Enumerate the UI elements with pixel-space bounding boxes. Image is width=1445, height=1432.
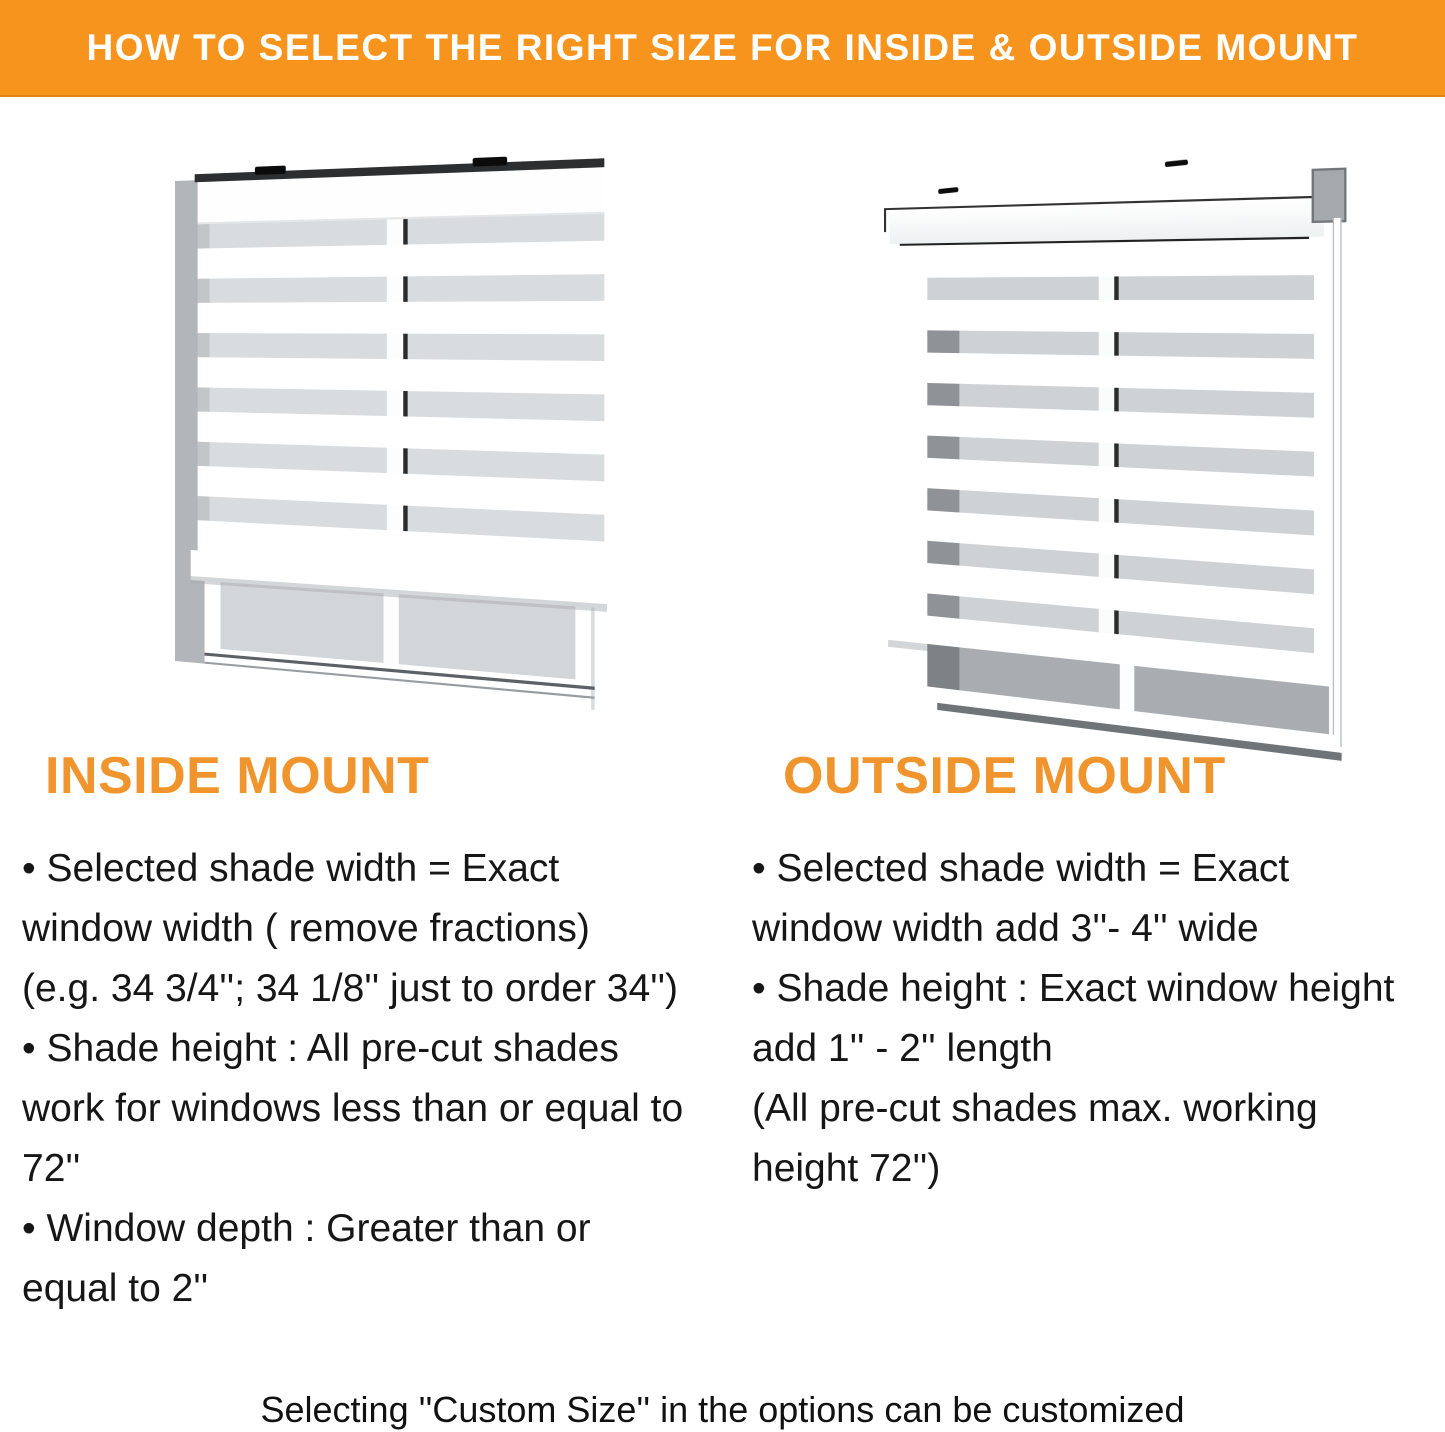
mount-bracket-icon	[472, 157, 506, 167]
opaque-stripes	[892, 241, 1324, 654]
bullet-line: • Shade height : Exact window height	[752, 967, 1395, 1010]
zebra-stripe-area	[892, 241, 1314, 653]
wall-corner-line	[884, 208, 886, 232]
inside-mount-illustration	[175, 147, 597, 728]
window-right-frame	[1333, 218, 1342, 747]
bullet-line: (All pre-cut shades max. working	[752, 1087, 1318, 1130]
zebra-shade	[195, 147, 605, 729]
header-banner	[0, 0, 1445, 97]
bullet-line: • Selected shade width = Exact	[22, 847, 560, 890]
inside-mount-heading: INSIDE MOUNT	[45, 747, 430, 805]
bullet-line: • Shade height : All pre-cut shades	[22, 1027, 619, 1070]
bullet-line: add 1'' - 2'' length	[752, 1027, 1053, 1070]
bracket-end-cap	[1312, 167, 1347, 223]
window-mullion	[1120, 664, 1135, 711]
bullet-line: work for windows less than or equal to	[22, 1087, 684, 1130]
bullet-line: • Selected shade width = Exact	[752, 847, 1290, 890]
bullet-line: equal to 2''	[22, 1267, 209, 1310]
bullet-line: • Window depth : Greater than or	[22, 1207, 591, 1250]
bullet-line: (e.g. 34 3/4''; 34 1/8'' just to order 34'')	[22, 967, 679, 1010]
bullet-line: window width add 3''- 4'' wide	[752, 907, 1259, 950]
opaque-stripes	[198, 214, 605, 575]
mount-bracket-icon	[255, 166, 286, 175]
bullet-line: window width ( remove fractions)	[22, 907, 590, 950]
screw-mark-icon	[1165, 159, 1188, 167]
outside-mount-heading: OUTSIDE MOUNT	[783, 747, 1226, 805]
window-left-jamb	[927, 644, 959, 690]
custom-size-note: Selecting ''Custom Size'' in the options can be customized	[260, 1389, 1185, 1430]
inside-mount-bullets	[22, 839, 737, 1319]
screw-mark-icon	[938, 187, 958, 194]
zebra-stripe-area	[198, 214, 605, 575]
bullet-line: 72''	[22, 1147, 81, 1190]
outside-mount-bullets	[752, 839, 1442, 1199]
bullet-line: height 72'')	[752, 1147, 941, 1190]
banner-title: HOW TO SELECT THE RIGHT SIZE FOR INSIDE & OUTSIDE MOUNT	[86, 26, 1359, 68]
outside-mount-illustration	[890, 149, 1342, 776]
